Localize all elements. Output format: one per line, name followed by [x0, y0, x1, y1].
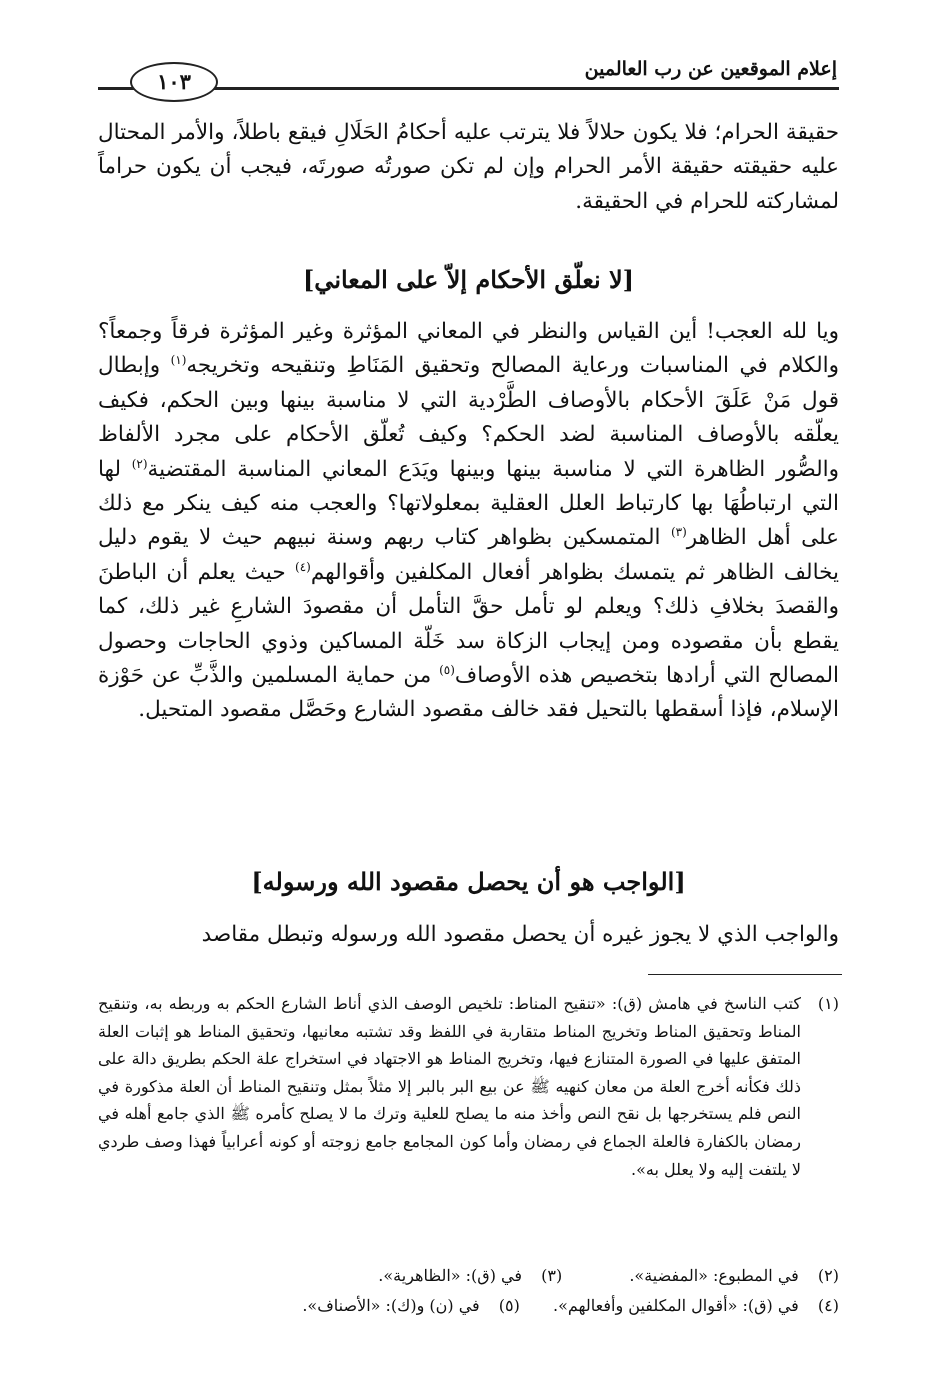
- footnote-2-number: (٢): [817, 1266, 839, 1285]
- footnote-row-4-5: [98, 1292, 839, 1320]
- footnote-3-text: في (ق): «الظاهرية».: [378, 1266, 523, 1285]
- footnote-ref-5[interactable]: (٥): [439, 662, 455, 677]
- paragraph-intro: حقيقة الحرام؛ فلا يكون حلالاً فلا يترتب عليه أحكامُ الحَلَالِ فيقع باطلاً، والأمر المحتال عليه حقيقته حقيقة الأمر الحرام وإن لم تكن صورتُه صورتَه، فيجب أن يكون حراماً لمشاركته للحرام في الحقيقة.: [98, 120, 839, 214]
- paragraph-main-part-3: لها التي ارتباطُهَا بها كارتباط العلل العقلية بمعلولاتها؟ والعجب منه كيف ينكر مع ذلك على أهل الظاهر: [98, 456, 839, 551]
- paragraph-main: [98, 315, 839, 728]
- paragraph-main-part-2: وإبطال قول مَنْ عَلَقَ الأحكام بالأوصاف الطَّرْدية التي لا مناسبة بينها وبين الحكم، فكيف يعلّقه بالأوصاف المناسبة لضد الحكم؟ وكيف تُعلّق الأحكام على مجرد الألفاظ والصُّور الظاهرة التي لا مناسبة بينها وبينها ويَدَع المعاني المناسبة المقتضية: [98, 353, 839, 482]
- footnote-ref-2[interactable]: (٢): [131, 456, 148, 471]
- footnote-1-text: كتب الناسخ في هامش (ق): «تنقيح المناط: تلخيص الوصف الذي أناط الشارع الحكم به وربطه به، وتنقيح المناط وتحقيق المناط وتخريج المناط متقاربة في اللفظ وقد تشتبه معانيها، وتحقيق المناط هو إثبات العلة المتفق عليها في الصورة المتنازع فيها، وتخريج المناط هو الاجتهاد في استخراج علة الحكم بطريق دالة على ذلك فكأنه أخرج العلة من معان كنهيه ﷺ عن بيع البر بالبر إلا مثلاً بمثل وتنقيح المناط أن العلة مذكورة في النص فلم يستخرجها بل نقح النص وأخذ منه ما يصلح للعلية وترك ما لا يصلح كأمره ﷺ الذي جامع أهله في رمضان بالكفارة فالعلة الجماع في رمضان وأما كون المجامع جامع زوجته أو كونه أعرابياً فهذا وصف طردي لا يلتفت إليه ولا يعلل به».: [98, 994, 801, 1179]
- footnote-row-2-3: [98, 1262, 839, 1290]
- footnote-separator: [648, 974, 842, 975]
- footnote-4-text: في (ق): «أقوال المكلفين وأفعالهم».: [552, 1296, 799, 1315]
- paragraph-main-part-6: من حماية المسلمين والذَّبِّ عن حَوْزة الإسلام، فإذا أسقطها بالتحيل فقد خالف مقصود الشارع وحَصَّل مقصود المتحيل.: [98, 663, 839, 723]
- footnote-4-number: (٤): [817, 1296, 839, 1315]
- footnote-2-text: في المطبوع: «المفضية».: [629, 1266, 799, 1285]
- section-heading-meanings: [لا نعلّق الأحكام إلاّ على المعاني]: [302, 265, 635, 294]
- section-heading-obligation: [الواجب هو أن يحصل مقصود الله ورسوله]: [251, 867, 686, 896]
- paragraph-main-part-4: المتمسكين بظواهر كتاب ربهم وسنة نبيهم حيث لا يقوم دليل يخالف الظاهر ثم يتمسك بظواهر أفعال المكلفين وأقوالهم: [98, 525, 839, 585]
- footnote-5-text: في (ن) و(ك): «الأصناف».: [302, 1296, 480, 1315]
- footnote-1: [98, 990, 839, 1183]
- running-header-title: إعلام الموقعين عن رب العالمين: [584, 58, 837, 80]
- footnote-3-number: (٣): [541, 1266, 563, 1285]
- paragraph-main-part-5: حيث يعلم أن الباطنَ والقصدَ بخلافِ ذلك؟ ويعلم لو تأمل حقَّ التأمل أن مقصودَ الشارعِ غير ذلك، كما يقطع بأن مقصوده ومن إيجاب الزكاة سد خَلّة المساكين وذوي الحاجات وحصول المصالح التي أرادها بتخصيص هذه الأوصاف: [98, 559, 839, 689]
- paragraph-main-part-1: ويا لله العجب! أين القياس والنظر في المعاني المؤثرة وغير المؤثرة فرقاً وجمعاً؟ والكلام في المناسبات ورعاية المصالح وتحقيق المَنَاطِ وتنقيحه وتخريجه: [98, 319, 839, 379]
- footnote-1-number: (١): [817, 994, 839, 1013]
- footnote-5-number: (٥): [498, 1296, 520, 1315]
- footnote-ref-3[interactable]: (٣): [670, 525, 687, 540]
- paragraph-closing: والواجب الذي لا يجوز غيره أن يحصل مقصود الله ورسوله وتبطل مقاصد: [201, 922, 839, 947]
- footnote-ref-1[interactable]: (١): [170, 353, 187, 368]
- footnote-ref-4[interactable]: (٤): [295, 559, 311, 574]
- page-number-badge: ١٠٣: [130, 62, 218, 102]
